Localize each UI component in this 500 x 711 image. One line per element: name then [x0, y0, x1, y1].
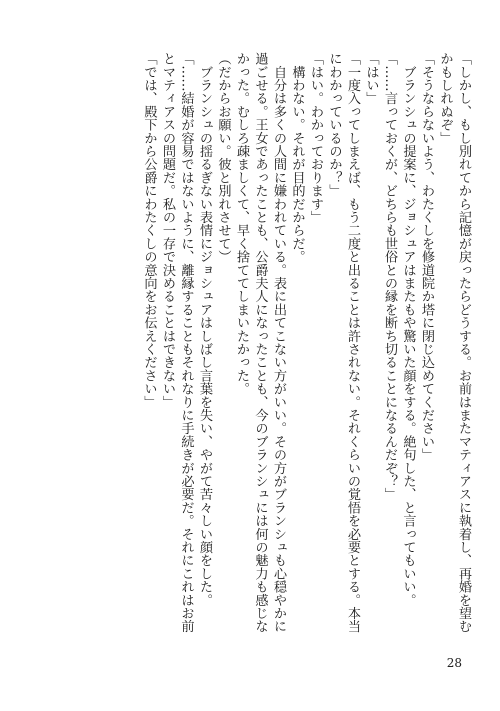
text-line: かった。むしろ疎ましくて、早く捨ててしまいたかった。 — [234, 52, 249, 396]
text-line: ブランシュの提案に、ジョシュアはまたもや驚いた顔をする。絶句した、と言ってもいい。 — [400, 52, 416, 607]
text-line: （だからお願い。彼と別れさせて） — [215, 52, 231, 264]
text-line: かもしれぬぞ」 — [437, 52, 453, 145]
vertical-text-body — [28, 52, 472, 662]
text-line: 「……言っておくが、どちらも世俗との縁を断ち切ることになるんだぞ？」 — [382, 52, 397, 501]
text-line: 「……結婚が容易ではないように、離縁することもそれなりに手続きが必要だ。それにこれはお前 — [178, 52, 194, 633]
text-line: 構わない。それが目的だからだ。 — [289, 52, 305, 264]
text-line: 自分は多くの人間に嫌われている。表に出てこない方がいい。その方がブランシュも心穏やかに — [271, 52, 286, 633]
text-line: 「そうならないよう、わたくしを修道院か塔に閉じ込めてください」 — [419, 52, 434, 462]
text-line: 「一度入ってしまえば、もう二度と出ることは許されない。それくらいの覚悟を必要とする。本当 — [345, 52, 360, 633]
text-line: にわかっているのか？」 — [326, 52, 342, 198]
text-line: 「はい。わかっております」 — [308, 52, 323, 224]
text-line: ブランシュの揺るぎない表情にジョシュアはしばし言葉を失い、やがて苦々しい顔をした。 — [197, 52, 212, 607]
text-line: 過ごせる。王女であったことも、公爵夫人になったことも、今のブランシュには何の魅力も感じな — [252, 52, 268, 633]
text-line: 「では、殿下から公爵にわたくしの意向をお伝えください」 — [141, 52, 157, 409]
page-number: 28 — [446, 656, 462, 670]
text-line: とマティアスの問題だ。私の一存で決めることはできない」 — [160, 52, 175, 409]
text-line: 「しかし、もし別れてから記憶が戻ったらどうする。お前はまたマティアスに執着し、再婚を望む — [456, 52, 471, 633]
text-line: 「はい」 — [363, 52, 379, 105]
